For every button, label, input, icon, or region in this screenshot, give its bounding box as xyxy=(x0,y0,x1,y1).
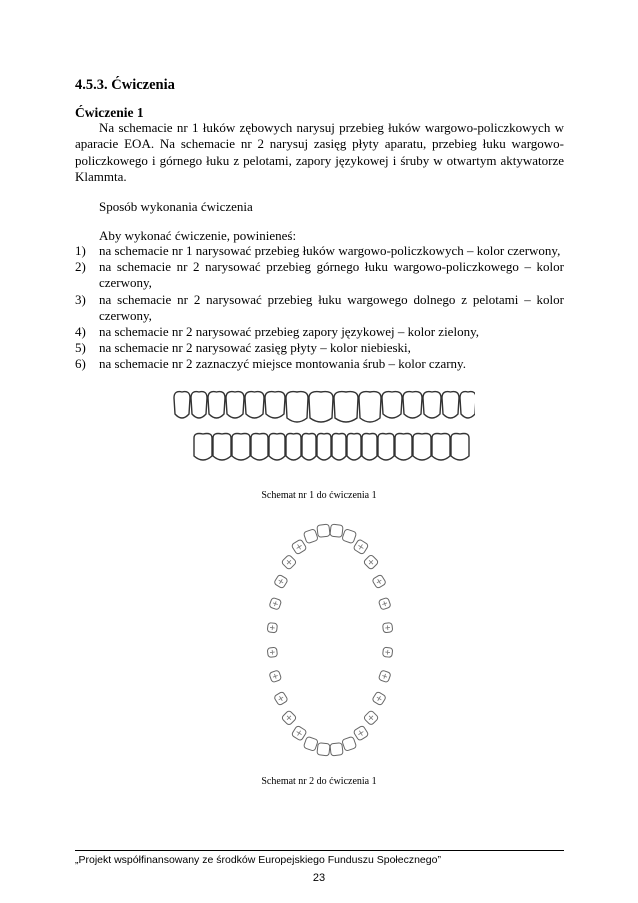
page-number: 23 xyxy=(312,872,326,884)
step-text: na schemacie nr 2 narysować przebieg łuku wargowego dolnego z pelotami – kolor czerwony, xyxy=(99,291,564,323)
footer-divider xyxy=(75,850,564,851)
step-text: na schemacie nr 2 narysować przebieg zapory językowej – kolor zielony, xyxy=(99,324,479,340)
step-number: 4) xyxy=(75,324,86,340)
step-number: 1) xyxy=(75,243,86,258)
step-number: 3) xyxy=(75,291,86,307)
section-title: 4.5.3. Ćwiczenia xyxy=(75,77,175,93)
steps-list xyxy=(75,243,564,373)
dental-arch-schematic xyxy=(255,515,405,765)
caption-schematic-1: Schemat nr 1 do ćwiczenia 1 xyxy=(261,490,377,501)
step-item xyxy=(75,259,564,291)
step-item xyxy=(75,356,564,372)
step-text: na schemacie nr 2 narysować przebieg górnego łuku wargowo-policzkowego – kolor czerwony, xyxy=(99,259,564,291)
steps-intro: Aby wykonać ćwiczenie, powinieneś: xyxy=(99,228,297,243)
footer-text: „Projekt współfinansowany ze środków Europejskiego Funduszu Społecznego” xyxy=(75,854,441,866)
step-text: na schemacie nr 1 narysować przebieg łuków wargowo-policzkowych – kolor czerwony, xyxy=(99,243,561,258)
method-heading: Sposób wykonania ćwiczenia xyxy=(99,199,253,214)
step-item xyxy=(75,243,564,259)
step-item xyxy=(75,340,564,356)
step-text: na schemacie nr 2 zaznaczyć miejsce montowania śrub – kolor czarny. xyxy=(99,356,466,372)
teeth-rows-schematic xyxy=(170,378,475,478)
step-number: 2) xyxy=(75,259,86,275)
teeth-rows-drawing xyxy=(170,378,475,478)
caption-schematic-2: Schemat nr 2 do ćwiczenia 1 xyxy=(261,776,377,787)
dental-arch-drawing xyxy=(255,515,405,765)
step-number: 5) xyxy=(75,340,86,356)
step-item xyxy=(75,324,564,340)
step-item xyxy=(75,292,564,324)
step-text: na schemacie nr 2 narysować zasięg płyty – kolor niebieski, xyxy=(99,340,411,356)
exercise-text: Na schemacie nr 1 łuków zębowych narysuj przebieg łuków wargowo-policzkowych w aparacie EOA. Na schemacie nr 2 narysuj zasięg płyty aparatu, przebieg łuku wargowo-policzkowego i górnego łuku z pelotami, zapory językowej i śruby w otwartym aktywatorze Klammta. xyxy=(75,120,564,185)
exercise-title: Ćwiczenie 1 xyxy=(75,105,144,120)
step-number: 6) xyxy=(75,356,86,372)
